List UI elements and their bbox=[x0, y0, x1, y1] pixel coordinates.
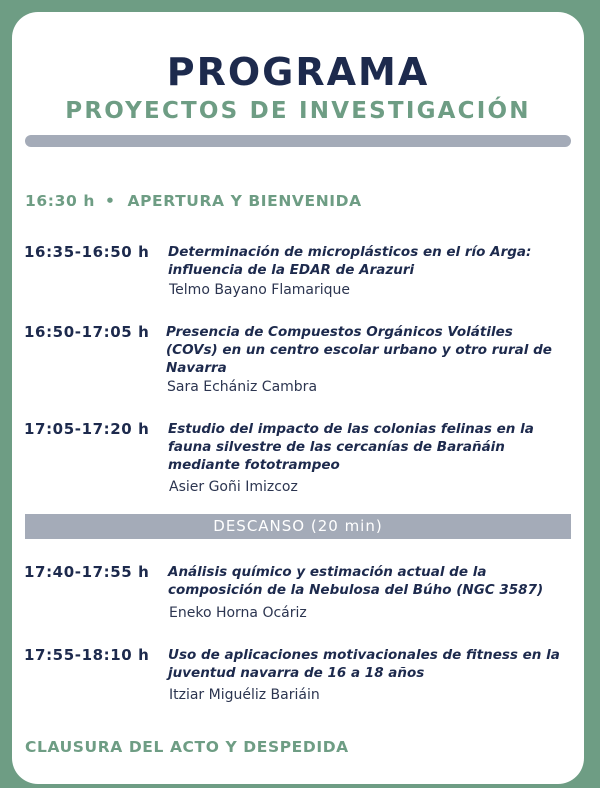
session-speaker: Asier Goñi Imizcoz bbox=[169, 479, 298, 495]
divider-bar bbox=[25, 135, 571, 147]
session-title: Determinación de microplásticos en el río Arga: influencia de la EDAR de Arazuri bbox=[168, 244, 532, 278]
closing-row bbox=[25, 738, 349, 756]
opening-separator: • bbox=[104, 192, 116, 210]
session-speaker: Eneko Horna Ocáriz bbox=[169, 605, 307, 621]
session-time: 17:55-18:10 h bbox=[24, 646, 150, 664]
session-time: 16:50-17:05 h bbox=[24, 323, 150, 341]
opening-time: 16:30 h bbox=[25, 192, 95, 210]
break-bar: DESCANSO (20 min) bbox=[25, 514, 571, 539]
program-card bbox=[12, 12, 584, 784]
session-time: 17:05-17:20 h bbox=[24, 420, 150, 438]
session-time: 16:35-16:50 h bbox=[24, 243, 150, 261]
program-subtitle: PROYECTOS DE INVESTIGACIÓN bbox=[65, 98, 531, 124]
session-speaker: Itziar Miguéliz Bariáin bbox=[169, 687, 320, 703]
session-speaker: Telmo Bayano Flamarique bbox=[169, 282, 351, 298]
session-title: Uso de aplicaciones motivacionales de fitness en la juventud navarra de 16 a 18 años bbox=[168, 647, 560, 681]
session-title: Análisis químico y estimación actual de la composición de la Nebulosa del Búho (NGC 3587) bbox=[168, 564, 544, 598]
opening-row bbox=[25, 192, 362, 210]
session-title: Estudio del impacto de las colonias felinas en la fauna silvestre de las cercanías de Barañáin mediante fototrampeo bbox=[168, 421, 534, 473]
opening-label: APERTURA Y BIENVENIDA bbox=[127, 192, 362, 210]
session-time: 17:40-17:55 h bbox=[24, 563, 150, 581]
session-speaker: Sara Echániz Cambra bbox=[167, 379, 318, 395]
session-title: Presencia de Compuestos Orgánicos Volátiles (COVs) en un centro escolar urbano y otro rural de Navarra bbox=[166, 324, 552, 376]
closing-label: CLAUSURA DEL ACTO Y DESPEDIDA bbox=[25, 738, 349, 756]
program-title: PROGRAMA bbox=[166, 50, 430, 94]
